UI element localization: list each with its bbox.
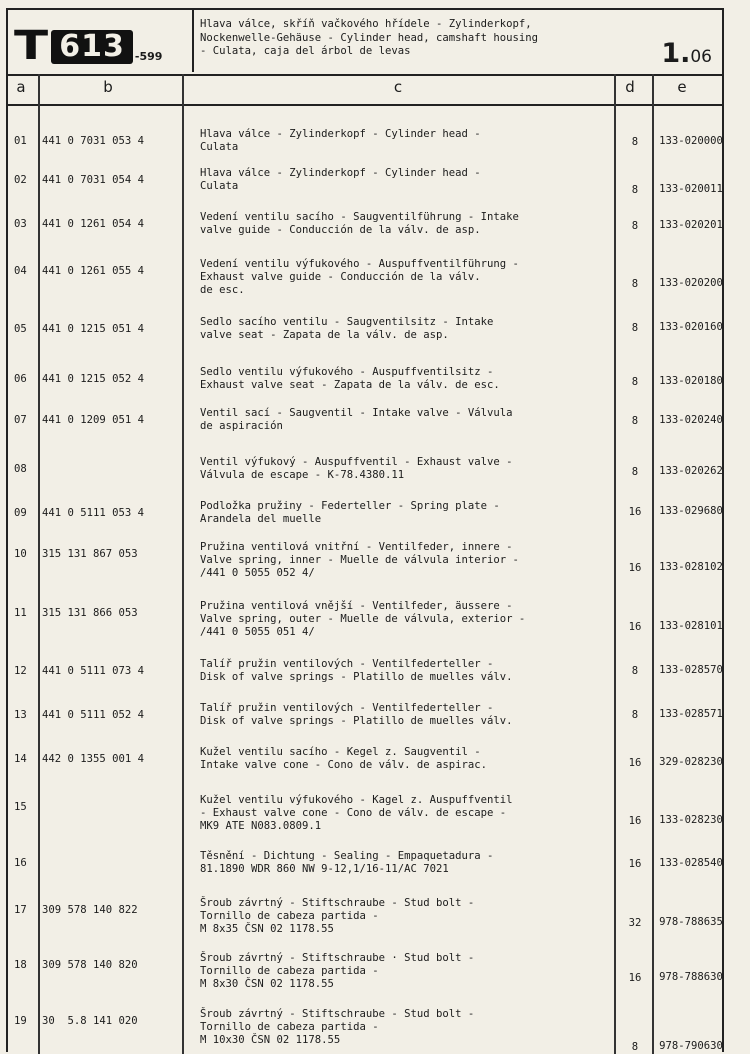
part-description: Vedení ventilu sacího - Saugventilführung - Intake valve guide - Conducción de la válv. de asp. bbox=[200, 211, 519, 236]
catalog-code: 133-020000 bbox=[659, 135, 723, 147]
part-description: Ventil výfukový - Auspuffventil - Exhaust valve - Válvula de escape - K-78.4380.11 bbox=[200, 456, 513, 481]
catalog-code: 133-020200 bbox=[659, 277, 723, 289]
quantity: 8 bbox=[631, 136, 639, 148]
part-description: Sedlo ventilu výfukového - Auspuffventilsitz - Exhaust valve seat - Zapata de la válv. de esc. bbox=[200, 366, 500, 391]
position-number: 14 bbox=[14, 753, 27, 765]
catalog-code: 133-028570 bbox=[659, 664, 723, 676]
part-description: Šroub závrtný - Stiftschraube - Stud bolt - Tornillo de cabeza partida - M 8x35 ČSN 02 1178.55 bbox=[200, 897, 475, 935]
parts-catalog-sheet bbox=[6, 8, 724, 1052]
catalog-code: 133-020160 bbox=[659, 321, 723, 333]
part-number: 441 0 5111 073 4 bbox=[42, 665, 145, 677]
catalog-code: 133-029680 bbox=[659, 505, 723, 517]
part-number: 30 5.8 141 020 bbox=[42, 1015, 138, 1027]
position-number: 12 bbox=[14, 665, 27, 677]
position-number: 05 bbox=[14, 323, 27, 335]
catalog-code: 133-028102 bbox=[659, 561, 723, 573]
position-number: 17 bbox=[14, 904, 27, 916]
part-description: Kužel ventilu sacího - Kegel z. Saugventil - Intake valve cone - Cono de válv. de aspirac. bbox=[200, 746, 488, 771]
column-header-b: b bbox=[103, 78, 113, 96]
column-divider-d bbox=[652, 74, 654, 1054]
page-number-main: 1. bbox=[661, 38, 691, 69]
position-number: 18 bbox=[14, 959, 27, 971]
position-number: 01 bbox=[14, 135, 27, 147]
catalog-code: 133-028571 bbox=[659, 708, 723, 720]
quantity: 8 bbox=[631, 184, 639, 196]
catalog-code: 133-020240 bbox=[659, 414, 723, 426]
quantity: 32 bbox=[628, 917, 642, 929]
part-description: Vedení ventilu výfukového - Auspuffventilführung - Exhaust valve guide - Conducción de la válv. de esc. bbox=[200, 258, 519, 296]
part-description: Talíř pružin ventilových - Ventilfederteller - Disk of valve springs - Platillo de muelles válv. bbox=[200, 658, 513, 683]
part-description: Talíř pružin ventilových - Ventilfederteller - Disk of valve springs - Platillo de muelles válv. bbox=[200, 702, 513, 727]
part-number: 441 0 1215 052 4 bbox=[42, 373, 145, 385]
column-divider-a bbox=[38, 74, 40, 1054]
header-divider bbox=[192, 10, 194, 72]
catalog-code: 133-020180 bbox=[659, 375, 723, 387]
part-number: 315 131 866 053 bbox=[42, 607, 138, 619]
column-divider-c bbox=[614, 74, 616, 1054]
logo-letter: T bbox=[14, 23, 46, 69]
quantity: 8 bbox=[631, 322, 639, 334]
catalog-code: 133-028101 bbox=[659, 620, 723, 632]
quantity: 8 bbox=[631, 415, 639, 427]
catalog-code: 133-028540 bbox=[659, 857, 723, 869]
position-number: 10 bbox=[14, 548, 27, 560]
part-description: Podložka pružiny - Federteller - Spring plate - Arandela del muelle bbox=[200, 500, 500, 525]
quantity: 16 bbox=[628, 972, 642, 984]
position-number: 15 bbox=[14, 801, 27, 813]
part-number: 441 0 5111 052 4 bbox=[42, 709, 145, 721]
column-header-c: c bbox=[393, 78, 403, 96]
part-description: Šroub závrtný - Stiftschraube · Stud bolt - Tornillo de cabeza partida - M 8x30 ČSN 02 1178.55 bbox=[200, 952, 475, 990]
part-description: Pružina ventilová vnější - Ventilfeder, äussere - Valve spring, outer - Muelle de válvula, exterior - /441 0 5055 051 4/ bbox=[200, 600, 526, 638]
position-number: 02 bbox=[14, 174, 27, 186]
column-header-e: e bbox=[677, 78, 687, 96]
part-description: Ventil sací - Saugventil - Intake valve - Válvula de aspiración bbox=[200, 407, 513, 432]
logo-suffix: -599 bbox=[134, 50, 163, 63]
quantity: 16 bbox=[628, 858, 642, 870]
quantity: 8 bbox=[631, 376, 639, 388]
position-number: 08 bbox=[14, 463, 27, 475]
position-number: 16 bbox=[14, 857, 27, 869]
part-number: 441 0 7031 053 4 bbox=[42, 135, 145, 147]
part-number: 315 131 867 053 bbox=[42, 548, 138, 560]
catalog-code: 133-020262 bbox=[659, 465, 723, 477]
quantity: 16 bbox=[628, 757, 642, 769]
part-number: 441 0 5111 053 4 bbox=[42, 507, 145, 519]
quantity: 8 bbox=[631, 220, 639, 232]
catalog-code: 133-028230 bbox=[659, 814, 723, 826]
quantity: 16 bbox=[628, 815, 642, 827]
quantity: 16 bbox=[628, 506, 642, 518]
catalog-code: 978-788635 bbox=[659, 916, 723, 928]
quantity: 16 bbox=[628, 562, 642, 574]
part-number: 309 578 140 820 bbox=[42, 959, 138, 971]
part-description: Šroub závrtný - Stiftschraube - Stud bolt - Tornillo de cabeza partida - M 10x30 ČSN 02 1178.55 bbox=[200, 1008, 475, 1046]
part-number: 441 0 1261 055 4 bbox=[42, 265, 145, 277]
part-number: 441 0 1261 054 4 bbox=[42, 218, 145, 230]
catalog-code: 329-028230 bbox=[659, 756, 723, 768]
catalog-code: 978-790630 bbox=[659, 1040, 723, 1052]
quantity: 8 bbox=[631, 665, 639, 677]
part-description: Pružina ventilová vnitřní - Ventilfeder, innere - Valve spring, inner - Muelle de válvula interior - /441 0 5055 052 4/ bbox=[200, 541, 519, 579]
part-number: 441 0 1215 051 4 bbox=[42, 323, 145, 335]
catalog-header bbox=[8, 10, 722, 76]
part-number: 441 0 7031 054 4 bbox=[42, 174, 145, 186]
position-number: 04 bbox=[14, 265, 27, 277]
catalog-code: 133-020011 bbox=[659, 183, 723, 195]
column-header-d: d bbox=[625, 78, 635, 96]
position-number: 19 bbox=[14, 1015, 27, 1027]
catalog-code: 133-020201 bbox=[659, 219, 723, 231]
page-number-sub: 06 bbox=[690, 47, 712, 67]
part-number: 442 0 1355 001 4 bbox=[42, 753, 145, 765]
part-number: 441 0 1209 051 4 bbox=[42, 414, 145, 426]
catalog-code: 978-788630 bbox=[659, 971, 723, 983]
quantity: 16 bbox=[628, 621, 642, 633]
column-header-a: a bbox=[16, 78, 26, 96]
position-number: 07 bbox=[14, 414, 27, 426]
part-description: Hlava válce - Zylinderkopf - Cylinder head - Culata bbox=[200, 128, 481, 153]
part-number: 309 578 140 822 bbox=[42, 904, 138, 916]
quantity: 8 bbox=[631, 466, 639, 478]
column-divider-b bbox=[182, 74, 184, 1054]
position-number: 11 bbox=[14, 607, 27, 619]
quantity: 8 bbox=[631, 1041, 639, 1053]
position-number: 03 bbox=[14, 218, 27, 230]
part-description: Těsnění - Dichtung - Sealing - Empaquetadura - 81.1890 WDR 860 NW 9-12,1/16-11/AC 7021 bbox=[200, 850, 494, 875]
position-number: 06 bbox=[14, 373, 27, 385]
position-number: 13 bbox=[14, 709, 27, 721]
logo-model: 613 bbox=[51, 30, 133, 64]
position-number: 09 bbox=[14, 507, 27, 519]
tatra-logo bbox=[14, 23, 163, 69]
part-description: Hlava válce - Zylinderkopf - Cylinder head - Culata bbox=[200, 167, 481, 192]
part-description: Sedlo sacího ventilu - Saugventilsitz - Intake valve seat - Zapata de la válv. de asp. bbox=[200, 316, 494, 341]
part-description: Kužel ventilu výfukového - Kagel z. Auspuffventil - Exhaust valve cone - Cono de válv. de escape - MK9 ATE N083.0809.1 bbox=[200, 794, 513, 832]
quantity: 8 bbox=[631, 278, 639, 290]
page-number bbox=[661, 38, 712, 69]
quantity: 8 bbox=[631, 709, 639, 721]
section-title: Hlava válce, skříň vačkového hřídele - Zylinderkopf, Nockenwelle-Gehäuse - Cylinder head, camshaft housing - Culata, caja del árbol de levas bbox=[200, 18, 539, 57]
